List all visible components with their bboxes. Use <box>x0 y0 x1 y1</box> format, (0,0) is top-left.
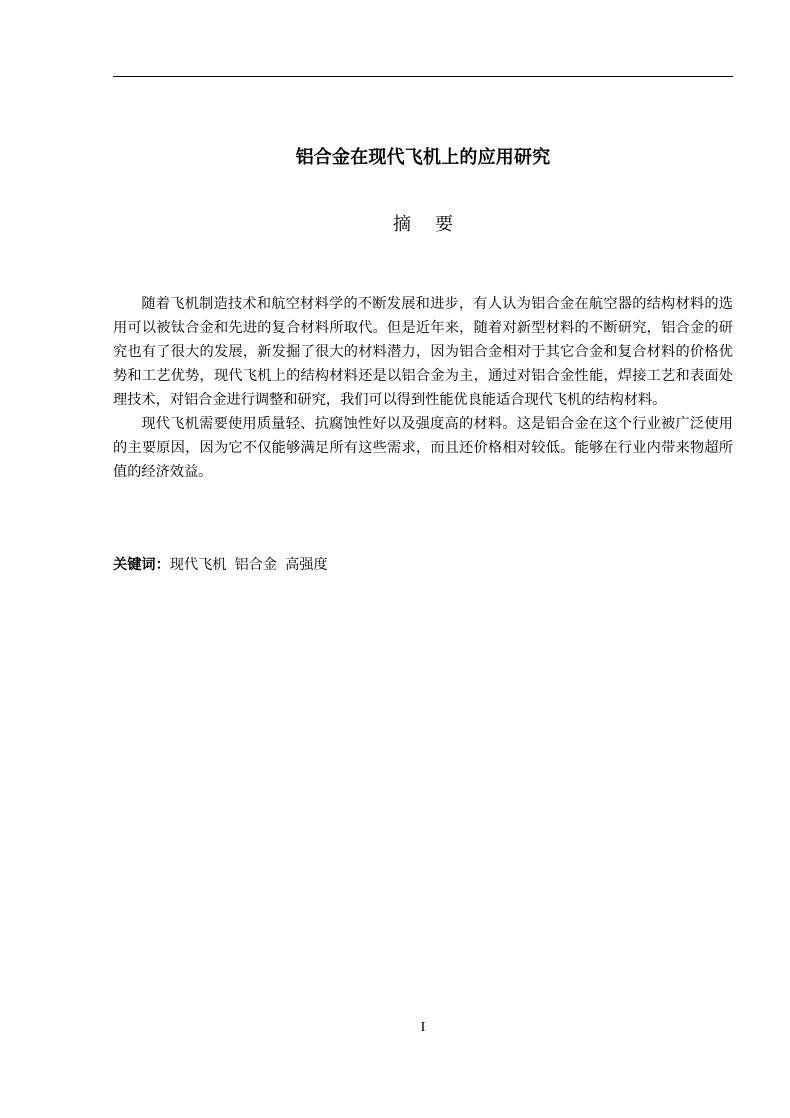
header-rule <box>113 76 733 77</box>
abstract-paragraph-1: 随着飞机制造技术和航空材料学的不断发展和进步，有人认为铝合金在航空器的结构材料的选用可以被钛合金和先进的复合材料所取代。但是近年来，随着对新型材料的不断研究，铝合金的研究也有了很大的发展，新发掘了很大的材料潜力，因为铝合金相对于其它合金和复合材料的价格优势和工艺优势，现代飞机上的结构材料还是以铝合金为主，通过对铝合金性能，焊接工艺和表面处理技术，对铝合金进行调整和研究，我们可以得到性能优良能适合现代飞机的结构材料。 <box>113 296 733 408</box>
page-number: I <box>420 1020 426 1035</box>
keyword-item: 现代飞机 <box>169 557 227 573</box>
abstract-heading: 摘要 <box>393 214 477 235</box>
abstract-paragraph-2: 现代飞机需要使用质量轻、抗腐蚀性好以及强度高的材料。这是铝合金在这个行业被广泛使用的主要原因，因为它不仅能够满足所有这些需求，而且还价格相对较低。能够在行业内带来物超所值的经济效益。 <box>113 416 733 480</box>
abstract-body <box>113 292 733 484</box>
keywords-line <box>113 553 733 577</box>
keyword-item: 铝合金 <box>234 557 278 573</box>
keyword-item: 高强度 <box>285 557 328 573</box>
keywords-label: 关键词： <box>113 557 170 573</box>
document-title: 铝合金在现代飞机上的应用研究 <box>295 147 551 168</box>
